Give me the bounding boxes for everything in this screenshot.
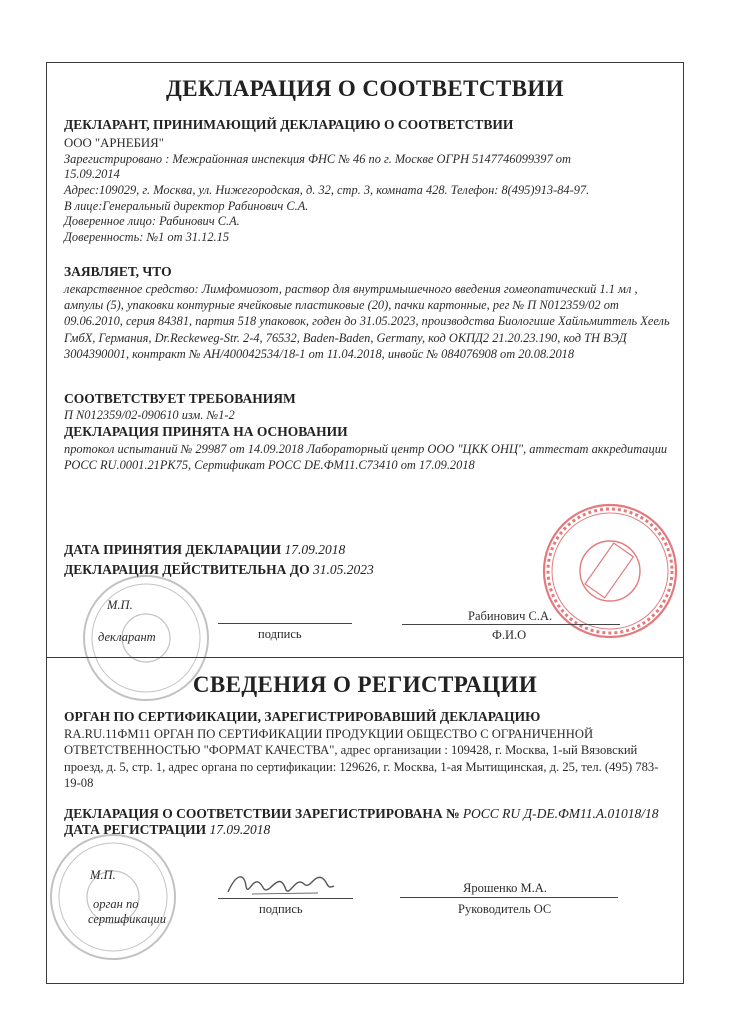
registered-line-1: Зарегистрировано : Межрайонная инспекция ФНС № 46 по г. Москве ОГРН 5147746099397 от	[64, 152, 571, 166]
certification-signature-caption: подпись	[259, 902, 303, 916]
product-description: лекарственное средство: Лимфомиозот, раствор для внутримышечного введения гомеопатический 1.1 мл , ампулы (5), упаковки контурные ячейковые пластиковые (20), пачки картонные, рег № П N012359/02 от 09.06.2010, серия 84381, партия 518 упаковок, годен до 31.05.2023, производства Биологише Хайльмиттель Хеель ГмбХ, Германия, Dr.Reckeweg-Str. 2-4, 76532, Baden-Baden, Germany, код ОКПД2 21.20.23.190, код ТН ВЭД 3004390001, контракт № АН/400042534/18-1 от 11.04.2018, инвойс № 084076908 от 20.08.2018	[64, 282, 670, 361]
registration-date-label: ДАТА РЕГИСТРАЦИИ	[64, 822, 207, 837]
declarant-heading: ДЕКЛАРАНТ, ПРИНИМАЮЩИЙ ДЕКЛАРАЦИЮ О СООТВЕТСТВИИ	[64, 117, 514, 132]
adoption-date-row	[64, 542, 345, 558]
certification-mp: М.П.	[90, 868, 116, 882]
valid-until-label: ДЕКЛАРАЦИЯ ДЕЙСТВИТЕЛЬНА ДО	[64, 562, 310, 577]
registered-number-value: РОСС RU Д-DE.ФМ11.А.01018/18	[462, 806, 659, 821]
declarant-mp: М.П.	[107, 598, 133, 612]
declarant-name: ООО "АРНЕБИЯ"	[64, 136, 164, 150]
declarant-signature-caption: подпись	[258, 627, 302, 641]
organ-caption-1: орган по	[93, 897, 139, 911]
valid-until-value: 31.05.2023	[312, 562, 374, 577]
certification-signature-line	[218, 898, 353, 899]
declarant-caption: декларант	[98, 630, 156, 644]
certification-signer-role: Руководитель ОС	[458, 902, 552, 916]
valid-until-row	[64, 562, 374, 578]
registration-date-value: 17.09.2018	[209, 822, 271, 837]
complies-value: П N012359/02-090610 изм. №1-2	[64, 408, 235, 422]
certification-fio-line	[400, 897, 618, 898]
declarant-signature-line	[218, 623, 352, 624]
declarant-person: В лице:Генеральный директор Рабинович С.А.	[64, 199, 309, 213]
registered-number-row	[64, 806, 658, 822]
adoption-date-label: ДАТА ПРИНЯТИЯ ДЕКЛАРАЦИИ	[64, 542, 282, 557]
declarant-signer-name: Рабинович С.А.	[468, 609, 553, 623]
basis-value: протокол испытаний № 29987 от 14.09.2018 Лабораторный центр ООО "ЦКК ОНЦ", аттестат аккредитации РОСС RU.0001.21РК75, Сертификат РОСС DE.ФМ11.С73410 от 17.09.2018	[64, 442, 668, 473]
declarant-address: Адрес:109029, г. Москва, ул. Нижегородская, д. 32, стр. 3, комната 428. Телефон: 8(495)913-84-97.	[64, 183, 590, 197]
certification-signer-name: Ярошенко М.А.	[463, 881, 547, 895]
states-heading: ЗАЯВЛЯЕТ, ЧТО	[64, 264, 172, 279]
trusted-person: Доверенное лицо: Рабинович С.А.	[64, 214, 240, 228]
declaration-title: ДЕКЛАРАЦИЯ О СООТВЕТСТВИИ	[166, 76, 564, 101]
registered-number-label: ДЕКЛАРАЦИЯ О СООТВЕТСТВИИ ЗАРЕГИСТРИРОВАНА №	[64, 806, 460, 821]
adoption-date-value: 17.09.2018	[284, 542, 346, 557]
certification-body-heading: ОРГАН ПО СЕРТИФИКАЦИИ, ЗАРЕГИСТРИРОВАВШИЙ ДЕКЛАРАЦИЮ	[64, 709, 541, 724]
declarant-fio-line	[402, 624, 620, 625]
power-of-attorney: Доверенность: №1 от 31.12.15	[64, 230, 230, 244]
complies-heading: СООТВЕТСТВУЕТ ТРЕБОВАНИЯМ	[64, 391, 296, 406]
handwritten-signature	[222, 866, 342, 902]
red-seal-stamp	[541, 502, 679, 640]
certification-body-value: RA.RU.11ФМ11 ОРГАН ПО СЕРТИФИКАЦИИ ПРОДУКЦИИ ОБЩЕСТВО С ОГРАНИЧЕННОЙ ОТВЕТСТВЕННОСТЬЮ "ФОРМАТ КАЧЕСТВА", адрес организации : 109428, г. Москва, 1-ый Вязовский проезд, д. 5, стр. 1, адрес органа по сертификации: 129626, г. Москва, 1-ая Мытищинская, д. 25, тел. (495) 783-19-08	[64, 727, 659, 791]
declarant-fio-caption: Ф.И.О	[492, 628, 527, 642]
organ-caption-2: сертификации	[88, 912, 166, 926]
basis-heading: ДЕКЛАРАЦИЯ ПРИНЯТА НА ОСНОВАНИИ	[64, 424, 348, 439]
registration-title: СВЕДЕНИЯ О РЕГИСТРАЦИИ	[192, 672, 538, 697]
registered-line-2: 15.09.2014	[64, 167, 120, 181]
section-divider	[46, 657, 684, 658]
